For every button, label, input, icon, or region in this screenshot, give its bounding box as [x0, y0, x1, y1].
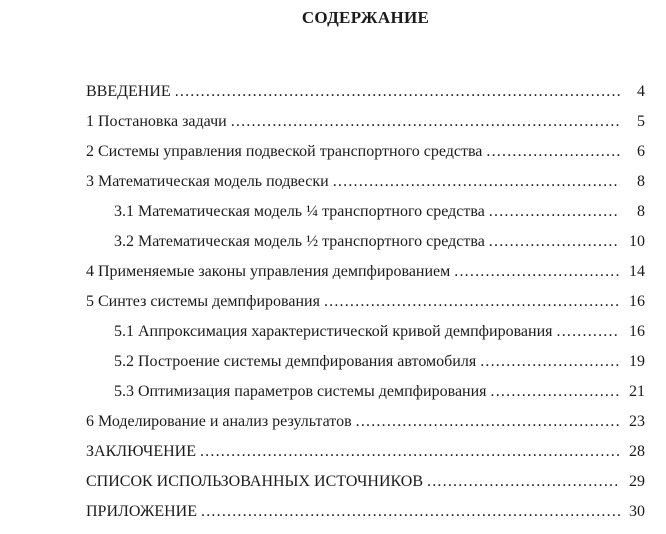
- dot-leader: [454, 257, 620, 287]
- dot-leader: [356, 407, 620, 437]
- dot-leader: [427, 467, 620, 497]
- dot-leader: [491, 377, 620, 407]
- toc-list: [86, 77, 645, 527]
- toc-entry-label: 6 Моделирование и анализ результатов: [86, 413, 352, 430]
- toc-entry-page: 16: [629, 323, 645, 340]
- toc-entry-page: 8: [637, 203, 645, 220]
- toc-entry-page: 28: [629, 443, 645, 460]
- dot-leader: [489, 227, 620, 257]
- dot-leader: [175, 77, 620, 107]
- toc-entry-label: ПРИЛОЖЕНИЕ: [86, 503, 198, 520]
- toc-entry[interactable]: [86, 227, 645, 257]
- toc-entry[interactable]: [86, 287, 645, 317]
- toc-entry[interactable]: [86, 377, 645, 407]
- toc-entry-page: 4: [637, 83, 645, 100]
- dot-leader: [200, 437, 620, 467]
- toc-entry-label: 1 Постановка задачи: [86, 113, 227, 130]
- toc-entry-label: СПИСОК ИСПОЛЬЗОВАННЫХ ИСТОЧНИКОВ: [86, 473, 424, 490]
- toc-entry-page: 19: [629, 353, 645, 370]
- toc-entry[interactable]: [86, 257, 645, 287]
- toc-entry[interactable]: [86, 437, 645, 467]
- toc-entry-page: 21: [629, 383, 645, 400]
- toc-entry[interactable]: [86, 347, 645, 377]
- toc-entry[interactable]: [86, 497, 645, 527]
- toc-entry-label: 3 Математическая модель подвески: [86, 173, 329, 190]
- toc-title: СОДЕРЖАНИЕ: [301, 8, 430, 27]
- toc-entry-label: 2 Системы управления подвеской транспортного средства: [86, 143, 483, 160]
- toc-entry[interactable]: [86, 107, 645, 137]
- dot-leader: [231, 107, 620, 137]
- toc-entry-page: 16: [629, 293, 645, 310]
- toc-entry[interactable]: [86, 77, 645, 107]
- dot-leader: [333, 167, 620, 197]
- toc-entry-page: 14: [629, 263, 645, 280]
- toc-entry-label: ЗАКЛЮЧЕНИЕ: [86, 443, 196, 460]
- toc-entry[interactable]: [86, 407, 645, 437]
- toc-entry-label: 3.1 Математическая модель ¼ транспортного средства: [114, 203, 485, 220]
- toc-entry[interactable]: [86, 317, 645, 347]
- dot-leader: [480, 347, 620, 377]
- toc-entry-page: 8: [637, 173, 645, 190]
- toc-entry-page: 23: [629, 413, 645, 430]
- toc-entry-label: ВВЕДЕНИЕ: [86, 83, 171, 100]
- toc-entry[interactable]: [86, 197, 645, 227]
- dot-leader: [489, 197, 620, 227]
- toc-entry[interactable]: [86, 167, 645, 197]
- toc-entry-page: 5: [637, 113, 645, 130]
- dot-leader: [486, 137, 620, 167]
- toc-entry-label: 5.2 Построение системы демпфирования автомобиля: [114, 353, 477, 370]
- dot-leader: [324, 287, 620, 317]
- dot-leader: [557, 317, 621, 347]
- toc-entry-label: 5.1 Аппроксимация характеристической кривой демпфирования: [114, 323, 553, 340]
- toc-entry-page: 30: [629, 503, 645, 520]
- dot-leader: [201, 497, 620, 527]
- toc-entry-label: 4 Применяемые законы управления демпфированием: [86, 263, 451, 280]
- toc-entry[interactable]: [86, 467, 645, 497]
- toc-entry-page: 6: [637, 143, 645, 160]
- toc-entry[interactable]: [86, 137, 645, 167]
- toc-entry-page: 10: [629, 233, 645, 250]
- toc-entry-label: 3.2 Математическая модель ½ транспортного средства: [114, 233, 485, 250]
- toc-entry-page: 29: [629, 473, 645, 490]
- toc-entry-label: 5.3 Оптимизация параметров системы демпфирования: [114, 383, 487, 400]
- toc-entry-label: 5 Синтез системы демпфирования: [86, 293, 320, 310]
